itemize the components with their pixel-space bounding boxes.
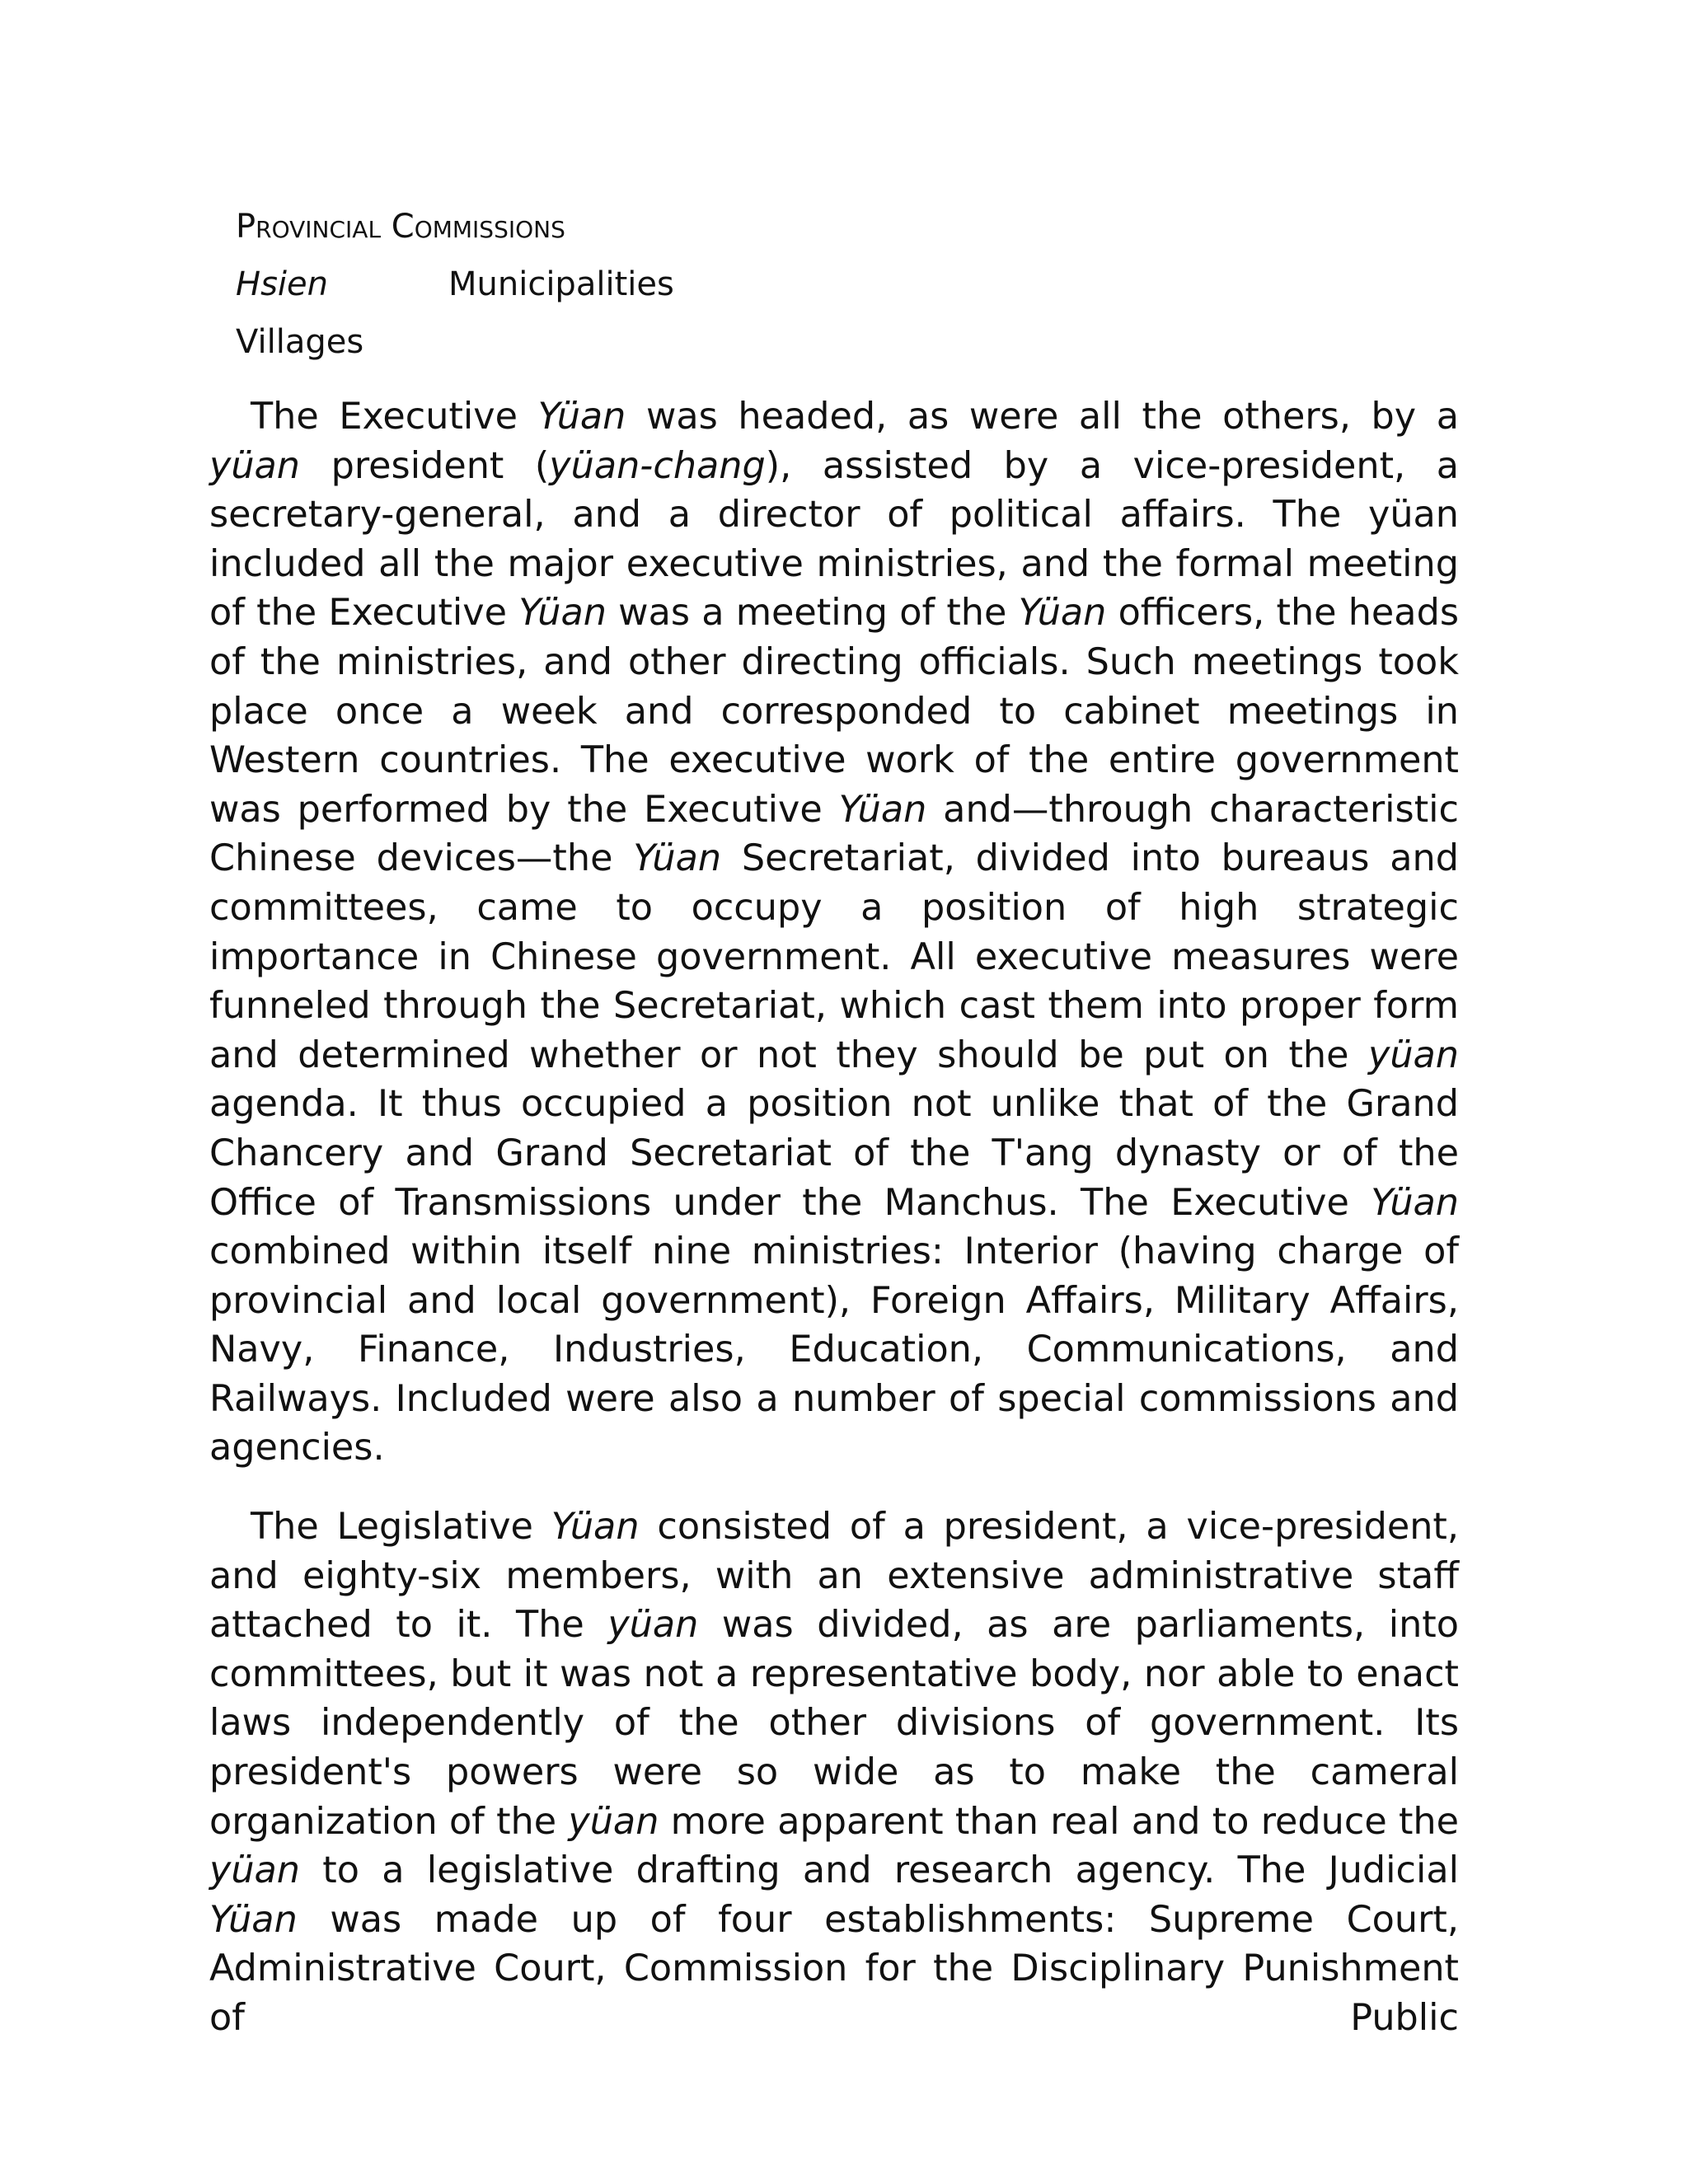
italic-term: Yüan [518,592,607,635]
text-run: more apparent than real and to reduce the [659,1800,1459,1843]
italic-term: yüan [568,1800,659,1843]
text-run: was headed, as were all the others, by a [626,396,1459,438]
italic-term: yüan [209,444,301,487]
text-run: consisted of a president, a vice-president, and eighty-six members, with an extensive administrative staff attached to it. The [209,1506,1459,1647]
chart-row-1 [236,255,1459,313]
italic-term: yüan [209,1849,301,1892]
italic-term: Yüan [1371,1181,1459,1224]
chart-row-2 [236,313,1459,371]
text-run: ), assisted by a vice-president, a secretary-general, and a director of political affairs. The yüan included all the major executive ministries, and the formal meeting of the Executive [209,444,1460,635]
paragraph-legislative-yuan [209,1502,1459,2043]
text-run: president ( [300,444,550,487]
text-run: officers, the heads of the ministries, and other directing officials. Such meetings took place once a week and corresponded to cabinet meetings in Western countries. The executive work of the entire government was performed by the Executive [209,592,1460,831]
text-run: was made up of four establishments: Supreme Court, Administrative Court, Commission for the Disciplinary Punishment of Public [209,1898,1459,2039]
document-page [209,198,1459,2043]
text-run: agenda. It thus occupied a position not unlike that of the Grand Chancery and Grand Secretariat of the T'ang dynasty or of the Office of Transmissions under the Manchus. The Executive [209,1083,1459,1224]
italic-term: yüan [607,1604,699,1647]
italic-term: Yüan [537,396,626,438]
chart-title: Provincial Commissions [236,208,565,246]
chart-cell-municipalities: Municipalities [448,265,674,303]
italic-term: Yüan [551,1506,640,1549]
chart-cell-hsien: Hsien [236,265,328,303]
italic-term: Yüan [838,788,927,831]
italic-term: yüan-chang [549,444,766,487]
text-run: to a legislative drafting and research agency. The Judicial [300,1849,1459,1892]
text-run: and—through characteristic Chinese devices—the [209,788,1459,880]
text-run: The Legislative [251,1506,551,1549]
italic-term: Yüan [1018,592,1107,635]
italic-term: Yüan [633,837,722,880]
chart-cell-villages: Villages [236,323,364,361]
text-run: Secretariat, divided into bureaus and committees, came to occupy a position of high strategic importance in Chinese government. All executive measures were funneled through the Secretariat, which cast them into proper form and determined whether or not they should be put on the [209,837,1459,1076]
text-run: was divided, as are parliaments, into committees, but it was not a representative body, nor able to enact laws independently of the other divisions of government. Its president's powers were so wide as to make the cameral organization of the [209,1604,1459,1843]
text-run: combined within itself nine ministries: Interior (having charge of provincial and local government), Foreign Affairs, Military Affairs, Navy, Finance, Industries, Education, Communications, and Railways. Included were also a number of special commissions and agencies. [209,1230,1459,1469]
italic-term: yüan [1367,1033,1459,1076]
text-run: was a meeting of the [606,592,1019,635]
paragraph-executive-yuan [209,392,1459,1473]
italic-term: Yüan [209,1898,298,1941]
org-chart-fragment [236,198,1459,371]
text-run: The Executive [251,396,538,438]
